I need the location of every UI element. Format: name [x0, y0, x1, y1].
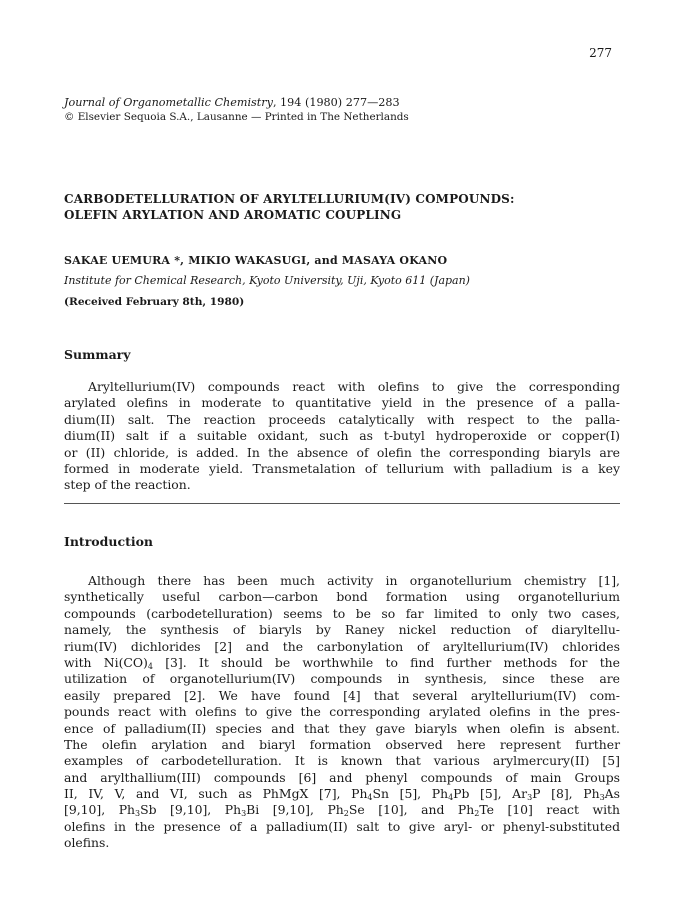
- authors: SAKAE UEMURA *, MIKIO WAKASUGI, and MASAYA OKANO: [64, 254, 448, 267]
- summary-line: step of the reaction.: [64, 477, 191, 493]
- intro-line: pounds react with olefins to give the corresponding arylated olefins in the pres-: [64, 704, 620, 720]
- intro-line: and arylthallium(III) compounds [6] and phenyl compounds of main Groups: [64, 769, 620, 785]
- title-line: OLEFIN ARYLATION AND AROMATIC COUPLING: [64, 208, 402, 222]
- intro-line: ence of palladium(II) species and that they gave biaryls when olefin is absent.: [64, 720, 620, 736]
- journal-citation: , 194 (1980) 277—283: [272, 96, 400, 109]
- summary-line: arylated olefins in moderate to quantitative yield in the presence of a palla-: [64, 395, 620, 411]
- intro-line: olefins.: [64, 835, 110, 851]
- summary-line: formed in moderate yield. Transmetalation of tellurium with palladium is a key: [64, 460, 620, 476]
- intro-line: synthetically useful carbon—carbon bond formation using organotellurium: [64, 589, 620, 605]
- intro-line: with $Ni(CO)_4$ [3]. It should be worthwhile to find further methods for the: [64, 654, 620, 671]
- journal-header: [64, 96, 409, 124]
- intro-line: compounds (carbodetelluration) seems to be so far limited to only two cases,: [64, 605, 620, 621]
- intro-line: rium(IV) dichlorides [2] and the carbonylation of aryltellurium(IV) chlorides: [64, 638, 620, 654]
- article-title: [64, 191, 624, 223]
- intro-line: examples of carbodetelluration. It is known that various arylmercury(II) [5]: [64, 753, 620, 769]
- section-divider: [64, 503, 620, 504]
- journal-name: Journal of Organometallic Chemistry: [64, 96, 273, 109]
- summary-line: or (II) chloride, is added. In the absence of olefin the corresponding biaryls are: [64, 444, 620, 460]
- summary-line: dium(II) salt if a suitable oxidant, such as t-butyl hydroperoxide or copper(I): [64, 428, 620, 444]
- introduction-heading: Introduction: [64, 534, 154, 549]
- intro-line: namely, the synthesis of biaryls by Raney nickel reduction of diaryltellu-: [64, 622, 620, 638]
- introduction-paragraph: [64, 573, 620, 852]
- intro-line: The olefin arylation and biaryl formation observed here represent further: [64, 736, 620, 752]
- intro-line: utilization of organotellurium(IV) compounds in synthesis, since these are: [64, 671, 620, 687]
- page-number: 277: [589, 46, 612, 60]
- copyright-line: © Elsevier Sequoia S.A., Lausanne — Printed in The Netherlands: [64, 111, 409, 123]
- intro-line: II, IV, V, and VI, such as PhMgX [7], $Ph_4Sn$ [5], $Ph_4Pb$ [5], $Ar_3P$ [8], $Ph_3As$: [64, 786, 620, 803]
- intro-line: Although there has been much activity in organotellurium chemistry [1],: [88, 573, 620, 588]
- summary-line: Aryltellurium(IV) compounds react with olefins to give the corresponding: [88, 379, 620, 394]
- summary-line: dium(II) salt. The reaction proceeds catalytically with respect to the palla-: [64, 411, 620, 427]
- intro-line: [9,10], $Ph_3Sb$ [9,10], $Ph_3Bi$ [9,10], $Ph_2Se$ [10], and $Ph_2Te$ [10] react with: [64, 802, 620, 819]
- journal-citation-line: [64, 96, 409, 110]
- intro-line: easily prepared [2]. We have found [4] that several aryltellurium(IV) com-: [64, 687, 620, 703]
- institute: Institute for Chemical Research, Kyoto University, Uji, Kyoto 611 (Japan): [64, 274, 470, 287]
- summary-paragraph: [64, 379, 620, 494]
- intro-line: olefins in the presence of a palladium(II) salt to give aryl- or phenyl-substituted: [64, 818, 620, 834]
- summary-heading: Summary: [64, 347, 131, 362]
- received-date: (Received February 8th, 1980): [64, 296, 245, 308]
- title-line: CARBODETELLURATION OF ARYLTELLURIUM(IV) COMPOUNDS:: [64, 192, 515, 206]
